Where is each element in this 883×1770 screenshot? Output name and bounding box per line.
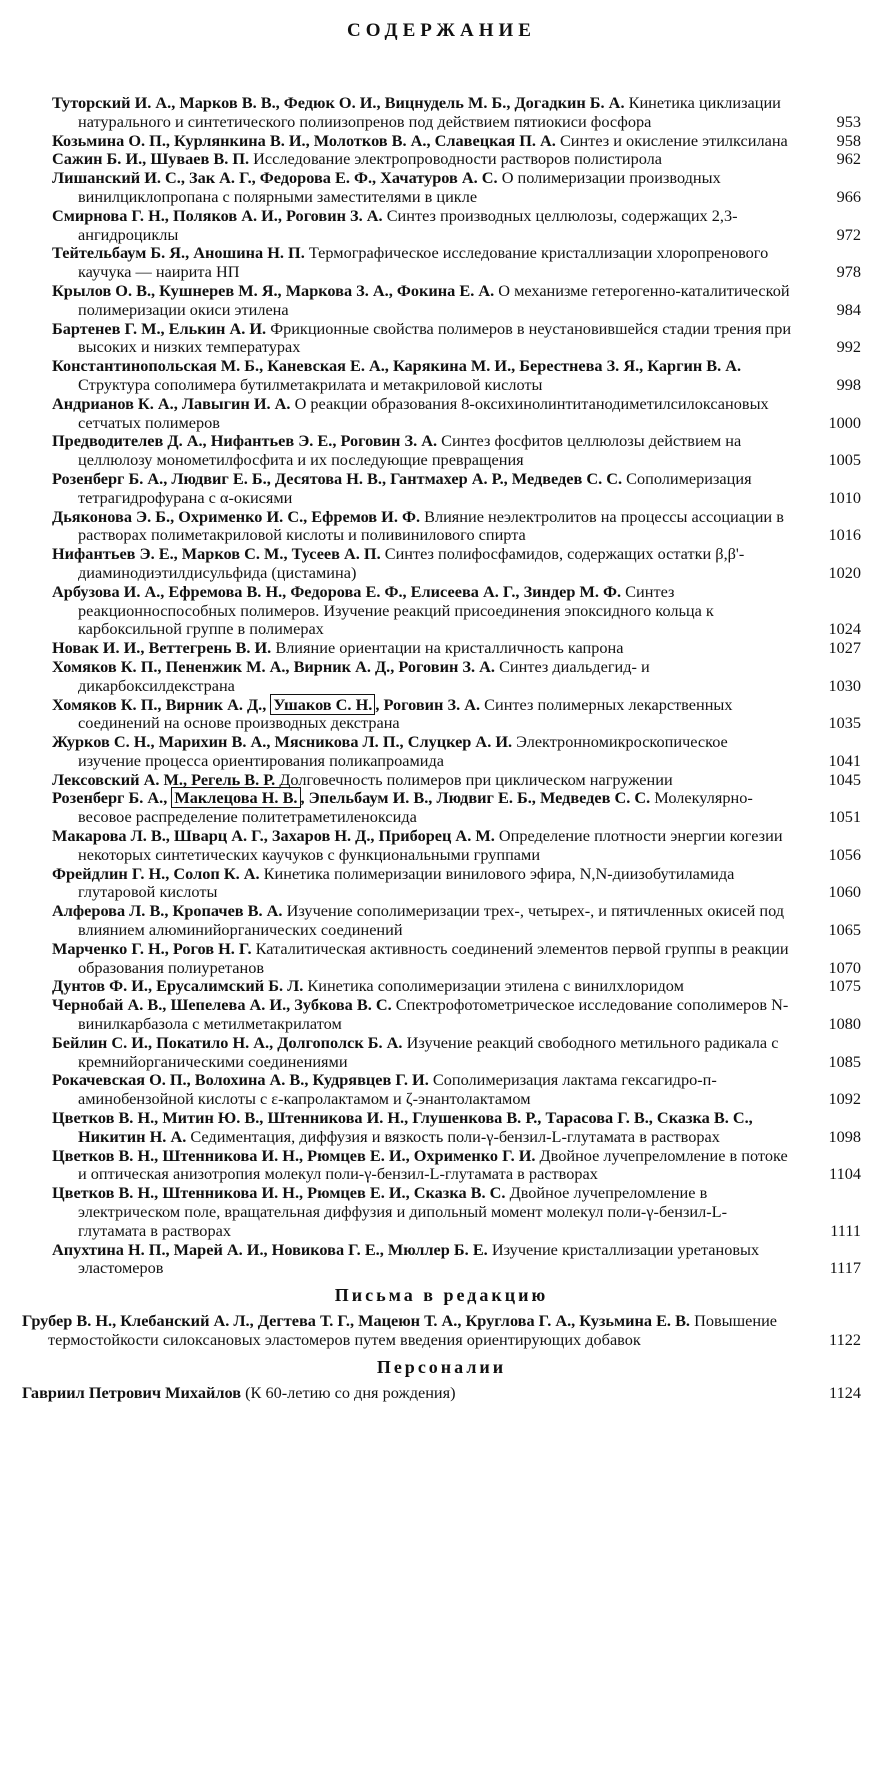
entry-authors-boxed: Ушаков С. Н. [270, 694, 375, 715]
entry-authors: Лишанский И. С., Зак А. Г., Федорова Е. Ф., Хачатуров А. С. [52, 168, 498, 188]
toc-entry [26, 1147, 883, 1185]
toc-entry [26, 169, 883, 207]
entry-authors: Константинопольская М. Б., Каневская Е. А., Карякина М. И., Берестнева З. Я., Каргин В. А. [52, 356, 742, 376]
entry-title: Влияние ориентации на кристалличность капрона [275, 638, 624, 658]
toc-entry [26, 395, 883, 433]
entry-page-number: 1124 [829, 1382, 861, 1402]
entry-authors: Грубер В. Н., Клебанский А. Л., Дегтева Т. Г., Мацеюн Т. А., Круглова Г. А., Кузьмина Е. В. [22, 1311, 690, 1331]
entry-page-number: 1065 [828, 920, 861, 940]
entry-page-number: 1010 [828, 487, 861, 507]
toc-entry [26, 1109, 883, 1147]
toc-entry [0, 1384, 883, 1403]
entry-authors: Предводителев Д. А., Нифантьев Э. Е., Роговин З. А. [52, 431, 438, 451]
toc-entry [26, 996, 883, 1034]
entry-page-number: 1098 [828, 1126, 861, 1146]
entry-page-number: 1051 [828, 807, 861, 827]
entry-authors: Туторский И. А., Марков В. В., Федюк О. И., Вицнудель М. Б., Догадкин Б. А. [52, 93, 625, 112]
entry-page-number: 1020 [828, 562, 861, 582]
entry-title: Сополимеризация лактама гексагидро-п-аминобензойной кислоты с ε-капролактамом и ζ-энантолактамом [78, 1070, 717, 1109]
entry-title: Синтез и окисление этилксилана [559, 130, 788, 150]
entry-authors: Апухтина Н. П., Марей А. И., Новикова Г. Е., Мюллер Б. Е. [52, 1239, 488, 1259]
entry-page-number: 1027 [828, 638, 861, 658]
entry-page-number: 1092 [828, 1089, 861, 1109]
entry-page-number: 972 [836, 224, 861, 244]
toc-entry [26, 902, 883, 940]
entry-page-number: 958 [836, 130, 861, 150]
entry-authors: Смирнова Г. Н., Поляков А. И., Роговин З. А. [52, 205, 383, 225]
entry-authors: , Роговин З. А. [375, 694, 481, 714]
entry-page-number: 1024 [828, 619, 861, 639]
toc-entry [26, 282, 883, 320]
entry-authors: Гавриил Петрович Михайлов [22, 1382, 242, 1402]
entry-page-number: 992 [836, 337, 861, 357]
entry-authors: Марченко Г. Н., Рогов Н. Г. [52, 938, 252, 958]
entry-title: Влияние неэлектролитов на процессы ассоциации в растворах полиметакриловой кислоты и поливинилового спирта [78, 506, 784, 545]
entry-title: Молекулярно-весовое распределение политетраметиленоксида [78, 788, 753, 827]
personalia-list [0, 1384, 883, 1403]
entry-page-number: 1000 [828, 412, 861, 432]
entry-authors: Рокачевская О. П., Волохина А. В., Кудрявцев Г. И. [52, 1070, 429, 1090]
entry-page-number: 1075 [828, 976, 861, 996]
toc-entry [26, 658, 883, 696]
entry-authors: Хомяков К. П., Вирник А. Д., [52, 694, 267, 714]
entry-page-number: 1122 [829, 1330, 861, 1349]
entry-title: О реакции образования 8-оксихинолинтитанодиметилсилоксановых сетчатых полимеров [78, 393, 769, 432]
toc-entry [26, 94, 883, 132]
toc-entry [26, 508, 883, 546]
entry-title: Изучение реакций свободного метильного радикала с кремнийорганическими соединениями [78, 1032, 779, 1071]
entry-page-number: 1070 [828, 957, 861, 977]
entry-title: Долговечность полимеров при циклическом нагружении [279, 769, 673, 789]
toc-entry [26, 771, 883, 790]
entry-authors: Розенберг Б. А., Людвиг Е. Б., Десятова Н. В., Гантмахер А. Р., Медведев С. С. [52, 468, 623, 488]
entry-authors: Дунтов Ф. И., Ерусалимский Б. Л. [52, 976, 304, 996]
entry-title: О полимеризации производных винилциклопропана с полярными заместителями в цикле [78, 168, 721, 206]
entry-title: Синтез полимерных лекарственных соединений на основе производных декстрана [78, 694, 733, 733]
entry-page-number: 1045 [828, 769, 861, 789]
toc-entry [26, 320, 883, 358]
entry-title: Двойное лучепреломление в электрическом поле, вращательная диффузия и дипольный момент молекул поли-γ-бензил-L-глутамата в растворах [78, 1183, 728, 1240]
entry-authors: Бартенев Г. М., Елькин А. И. [52, 318, 267, 338]
toc-entry [26, 639, 883, 658]
toc-entry [26, 132, 883, 151]
toc-entry [26, 789, 883, 827]
entry-title: Исследование электропроводности растворов полистирола [253, 149, 663, 169]
entry-authors: Макарова Л. В., Шварц А. Г., Захаров Н. Д., Приборец А. М. [52, 826, 495, 846]
entry-title: Каталитическая активность соединений элементов первой группы в реакции образования полиуретанов [78, 938, 789, 977]
entry-page-number: 1056 [828, 844, 861, 864]
entry-title: Изучение сополимеризации трех-, четырех-, и пятичленных окисей под влиянием алюминийорганических соединений [78, 901, 785, 940]
entry-page-number: 1016 [828, 525, 861, 545]
toc-entry [26, 545, 883, 583]
entry-page-number: 1117 [829, 1258, 861, 1278]
toc-entry [26, 696, 883, 734]
entry-page-number: 978 [836, 262, 861, 282]
entry-authors: Журков С. Н., Марихин В. А., Мясникова Л. П., Слуцкер А. И. [52, 732, 513, 752]
entry-page-number: 1041 [828, 750, 861, 770]
personalia-heading: Персоналии [376, 1356, 507, 1377]
entry-authors: , Эпельбаум И. В., Людвиг Е. Б., Медведев С. С. [300, 788, 651, 808]
entry-page-number: 953 [836, 111, 861, 131]
toc-entry [26, 357, 883, 395]
entry-title: Повышение термостойкости силоксановых эластомеров путем введения ориентирующих добавок [48, 1311, 778, 1349]
letters-heading: Письма в редакцию [334, 1285, 549, 1306]
toc-entry [26, 150, 883, 169]
toc-entry [26, 827, 883, 865]
toc-entry [26, 470, 883, 508]
entry-authors: Крылов О. В., Кушнерев М. Я., Маркова З. А., Фокина Е. А. [52, 280, 495, 300]
entry-page-number: 984 [836, 299, 861, 319]
entry-title: Двойное лучепреломление в потоке и оптическая анизотропия молекул поли-γ-бензил-L-глутамата в растворах [78, 1145, 788, 1184]
toc-entry [26, 977, 883, 996]
entry-page-number: 1111 [830, 1220, 861, 1240]
entry-authors: Новак И. И., Веттегрень В. И. [52, 638, 272, 658]
toc-entry [26, 1071, 883, 1109]
toc-entry [26, 1034, 883, 1072]
entry-title: Термографическое исследование кристаллизации хлоропренового каучука — наирита НП [78, 243, 769, 282]
entry-authors: Цветков В. Н., Штенникова И. Н., Рюмцев Е. И., Сказка В. С. [52, 1183, 506, 1203]
toc-entry [26, 940, 883, 978]
toc-entry [26, 207, 883, 245]
toc-entry [26, 1241, 883, 1279]
entry-page-number: 1005 [828, 450, 861, 470]
toc-entry [26, 244, 883, 282]
entry-authors: Хомяков К. П., Пененжик М. А., Вирник А. Д., Роговин З. А. [52, 656, 495, 676]
toc-entry [26, 1184, 883, 1240]
entry-authors: Нифантьев Э. Е., Марков С. М., Тусеев А. П. [52, 544, 381, 564]
entry-authors: Тейтельбаум Б. Я., Аношина Н. П. [52, 243, 305, 263]
entry-authors: Андрианов К. А., Лавыгин И. А. [52, 393, 291, 413]
toc-entry [26, 865, 883, 903]
entry-title: Фрикционные свойства полимеров в неустановившейся стадии трения при высоких и низких температурах [78, 318, 792, 357]
entry-title: Седиментация, диффузия и вязкость поли-γ-бензил-L-глутамата в растворах [190, 1126, 720, 1146]
entry-title: Синтез реакционноспособных полимеров. Изучение реакций присоединения эпоксидного кольца к карбоксильной группе в полимерах [78, 581, 714, 639]
entry-page-number: 1080 [828, 1014, 861, 1034]
entry-authors: Алферова Л. В., Кропачев В. А. [52, 901, 283, 921]
toc-entry [26, 432, 883, 470]
entry-title: Кинетика полимеризации винилового эфира, N,N-диизобутиламида глутаровой кислоты [78, 863, 735, 902]
entry-page-number: 1104 [829, 1164, 861, 1184]
entry-page-number: 998 [836, 374, 861, 394]
entry-title: Синтез фосфитов целлюлозы действием на целлюлозу монометилфосфита и их последующие превращения [78, 431, 742, 470]
entry-authors: Цветков В. Н., Штенникова И. Н., Рюмцев Е. И., Охрименко Г. И. [52, 1145, 536, 1165]
entry-authors: Арбузова И. А., Ефремова В. Н., Федорова Е. Ф., Елисеева А. Г., Зиндер М. Ф. [52, 581, 622, 601]
entry-page-number: 1085 [828, 1051, 861, 1071]
entry-title: Кинетика циклизации натурального и синтетического полиизопренов под действием пятиокиси фосфора [78, 93, 781, 131]
entry-page-number: 1035 [828, 713, 861, 733]
entry-title: Изучение кристаллизации уретановых эластомеров [78, 1239, 760, 1278]
entry-title: Электронномикроскопическое изучение процесса ориентирования поликапроамида [78, 732, 728, 770]
entry-title: О механизме гетерогенно-каталитической полимеризации окиси этилена [78, 280, 790, 319]
entry-title: Синтез диальдегид- и дикарбоксилдекстрана [78, 656, 650, 695]
entry-authors: Цветков В. Н., Митин Ю. В., Штенникова И. Н., Глушенкова В. Р., Тарасова Г. В., Сказка В. С., Никитин Н. А. [52, 1108, 753, 1146]
toc-entry [26, 583, 883, 639]
entry-title: Синтез производных целлюлозы, содержащих 2,3-ангидроциклы [78, 205, 738, 244]
entry-authors: Чернобай А. В., Шепелева А. И., Зубкова В. С. [52, 995, 392, 1015]
entry-authors: Фрейдлин Г. Н., Солоп К. А. [52, 863, 260, 883]
entry-authors-boxed: Маклецова Н. В. [171, 787, 300, 808]
entry-page-number: 966 [836, 186, 861, 206]
entry-title: Определение плотности энергии когезии некоторых синтетических каучуков с функциональными группами [78, 826, 783, 864]
entry-page-number: 1060 [828, 882, 861, 902]
entry-title: Кинетика сополимеризации этилена с винилхлоридом [307, 976, 684, 996]
letters-list [0, 1312, 883, 1350]
entry-title: (К 60-летию со дня рождения) [245, 1382, 456, 1402]
page-title: СОДЕРЖАНИЕ [347, 20, 536, 41]
entry-authors: Бейлин С. И., Покатило Н. А., Долгополск Б. А. [52, 1032, 403, 1052]
entry-page-number: 962 [836, 149, 861, 169]
entry-authors: Розенберг Б. А., [52, 788, 168, 808]
entry-title: Сополимеризация тетрагидрофурана с α-окисями [78, 468, 752, 507]
entry-page-number: 1030 [828, 675, 861, 695]
entry-authors: Сажин Б. И., Шуваев В. П. [52, 149, 250, 169]
toc-entry [26, 733, 883, 771]
entry-title: Структура сополимера бутилметакрилата и метакриловой кислоты [78, 374, 543, 394]
entry-authors: Лексовский А. М., Регель В. Р. [52, 769, 276, 789]
entry-authors: Козьмина О. П., Курлянкина В. И., Молотков В. А., Славецкая П. А. [52, 130, 556, 150]
toc-list [0, 50, 883, 1278]
entry-title: Спектрофотометрическое исследование сополимеров N-винилкарбазола с метилметакрилатом [78, 995, 789, 1034]
entry-title: Синтез полифосфамидов, содержащих остатки β,β'-диаминодиэтилдисульфида (цистамина) [78, 544, 745, 582]
entry-authors: Дьяконова Э. Б., Охрименко И. С., Ефремов И. Ф. [52, 506, 421, 526]
toc-entry [0, 1312, 883, 1350]
